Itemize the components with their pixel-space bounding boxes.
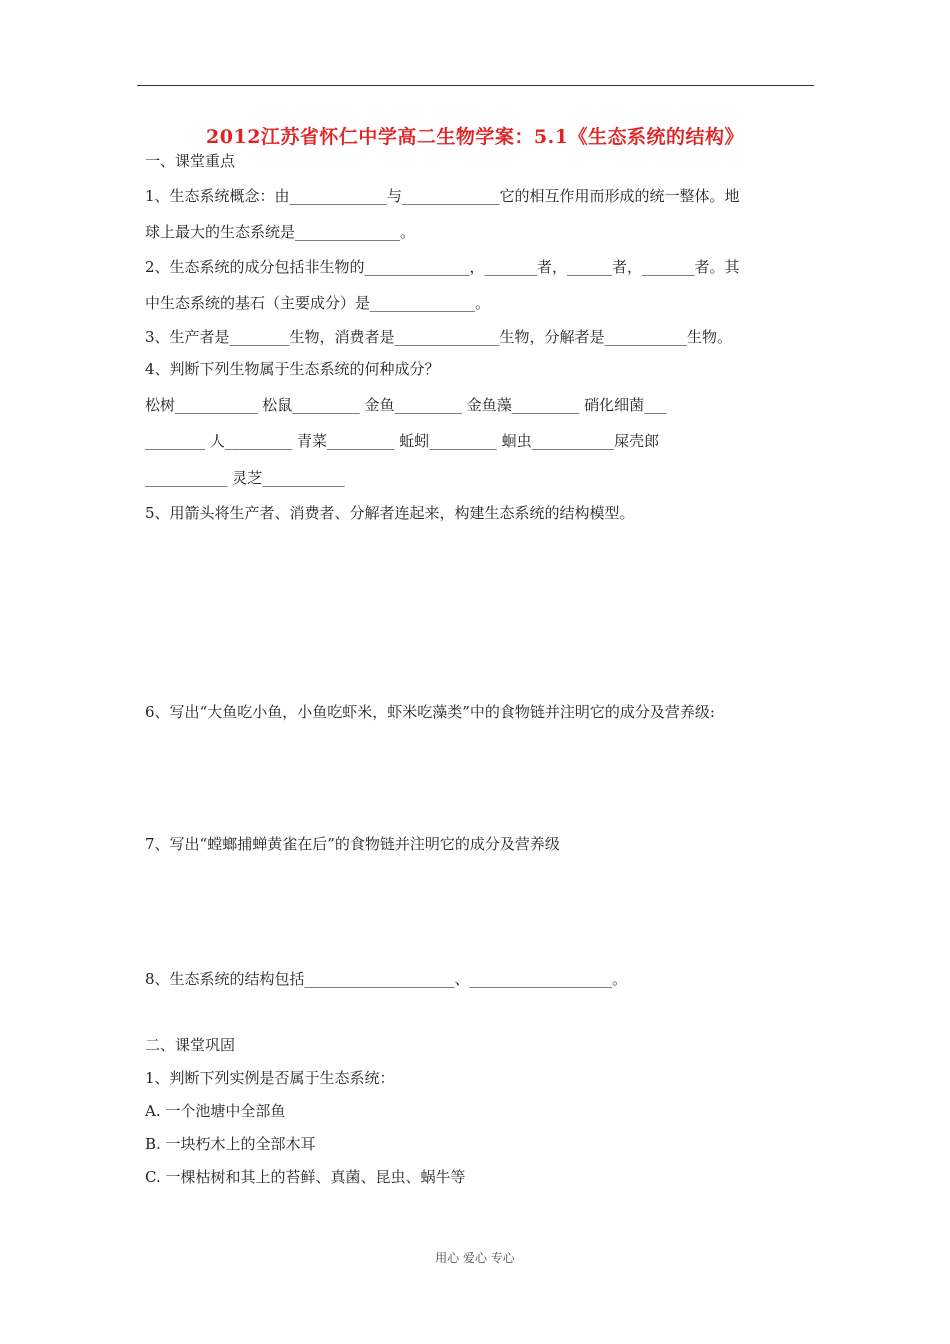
page-footer: 用心 爱心 专心 — [435, 1251, 515, 1265]
question-2-line-2: 中生态系统的基石（主要成分）是______________。 — [145, 294, 491, 312]
option-a: A. 一个池塘中全部鱼 — [145, 1102, 286, 1120]
header-rule — [137, 85, 814, 86]
question-6: 6、写出“大鱼吃小鱼，小鱼吃虾米，虾米吃藻类”中的食物链并注明它的成分及营养级: — [145, 703, 715, 721]
document-title: 2012江苏省怀仁中学高二生物学案：5.1《生态系统的结构》 — [206, 126, 744, 148]
question-5: 5、用箭头将生产者、消费者、分解者连起来，构建生态系统的结构模型。 — [145, 504, 635, 522]
question-8: 8、生态系统的结构包括____________________、___________________。 — [145, 970, 628, 988]
question-4-row-3: ___________ 灵芝___________ — [145, 469, 345, 487]
option-b: B. 一块朽木上的全部木耳 — [145, 1135, 316, 1153]
option-c: C. 一棵枯树和其上的苔鲜、真菌、昆虫、蜗牛等 — [145, 1168, 466, 1186]
question-4: 4、判断下列生物属于生态系统的何种成分？ — [145, 360, 440, 378]
question-3: 3、生产者是________生物，消费者是______________生物，分解者是___________生物。 — [145, 328, 733, 346]
question-2-line-1: 2、生态系统的成分包括非生物的______________，_______者，______者，_______者。其 — [145, 258, 740, 276]
question-4-row-1: 松树___________ 松鼠_________ 金鱼_________ 金鱼藻_________ 硝化细菌___ — [145, 396, 667, 414]
question-1-line-1: 1、生态系统概念：由_____________与_____________它的相互作用而形成的统一整体。地 — [145, 187, 740, 205]
consolidation-question-1: 1、判断下列实例是否属于生态系统： — [145, 1069, 395, 1087]
question-4-row-2: ________ 人_________ 青菜_________ 蚯蚓_________ 蛔虫___________屎壳郎 — [145, 432, 660, 450]
section1-heading: 一、课堂重点 — [145, 152, 236, 170]
section2-heading: 二、课堂巩固 — [145, 1036, 236, 1054]
question-7: 7、写出“螳螂捕蝉黄雀在后”的食物链并注明它的成分及营养级 — [145, 835, 560, 853]
question-1-line-2: 球上最大的生态系统是______________。 — [145, 223, 416, 241]
